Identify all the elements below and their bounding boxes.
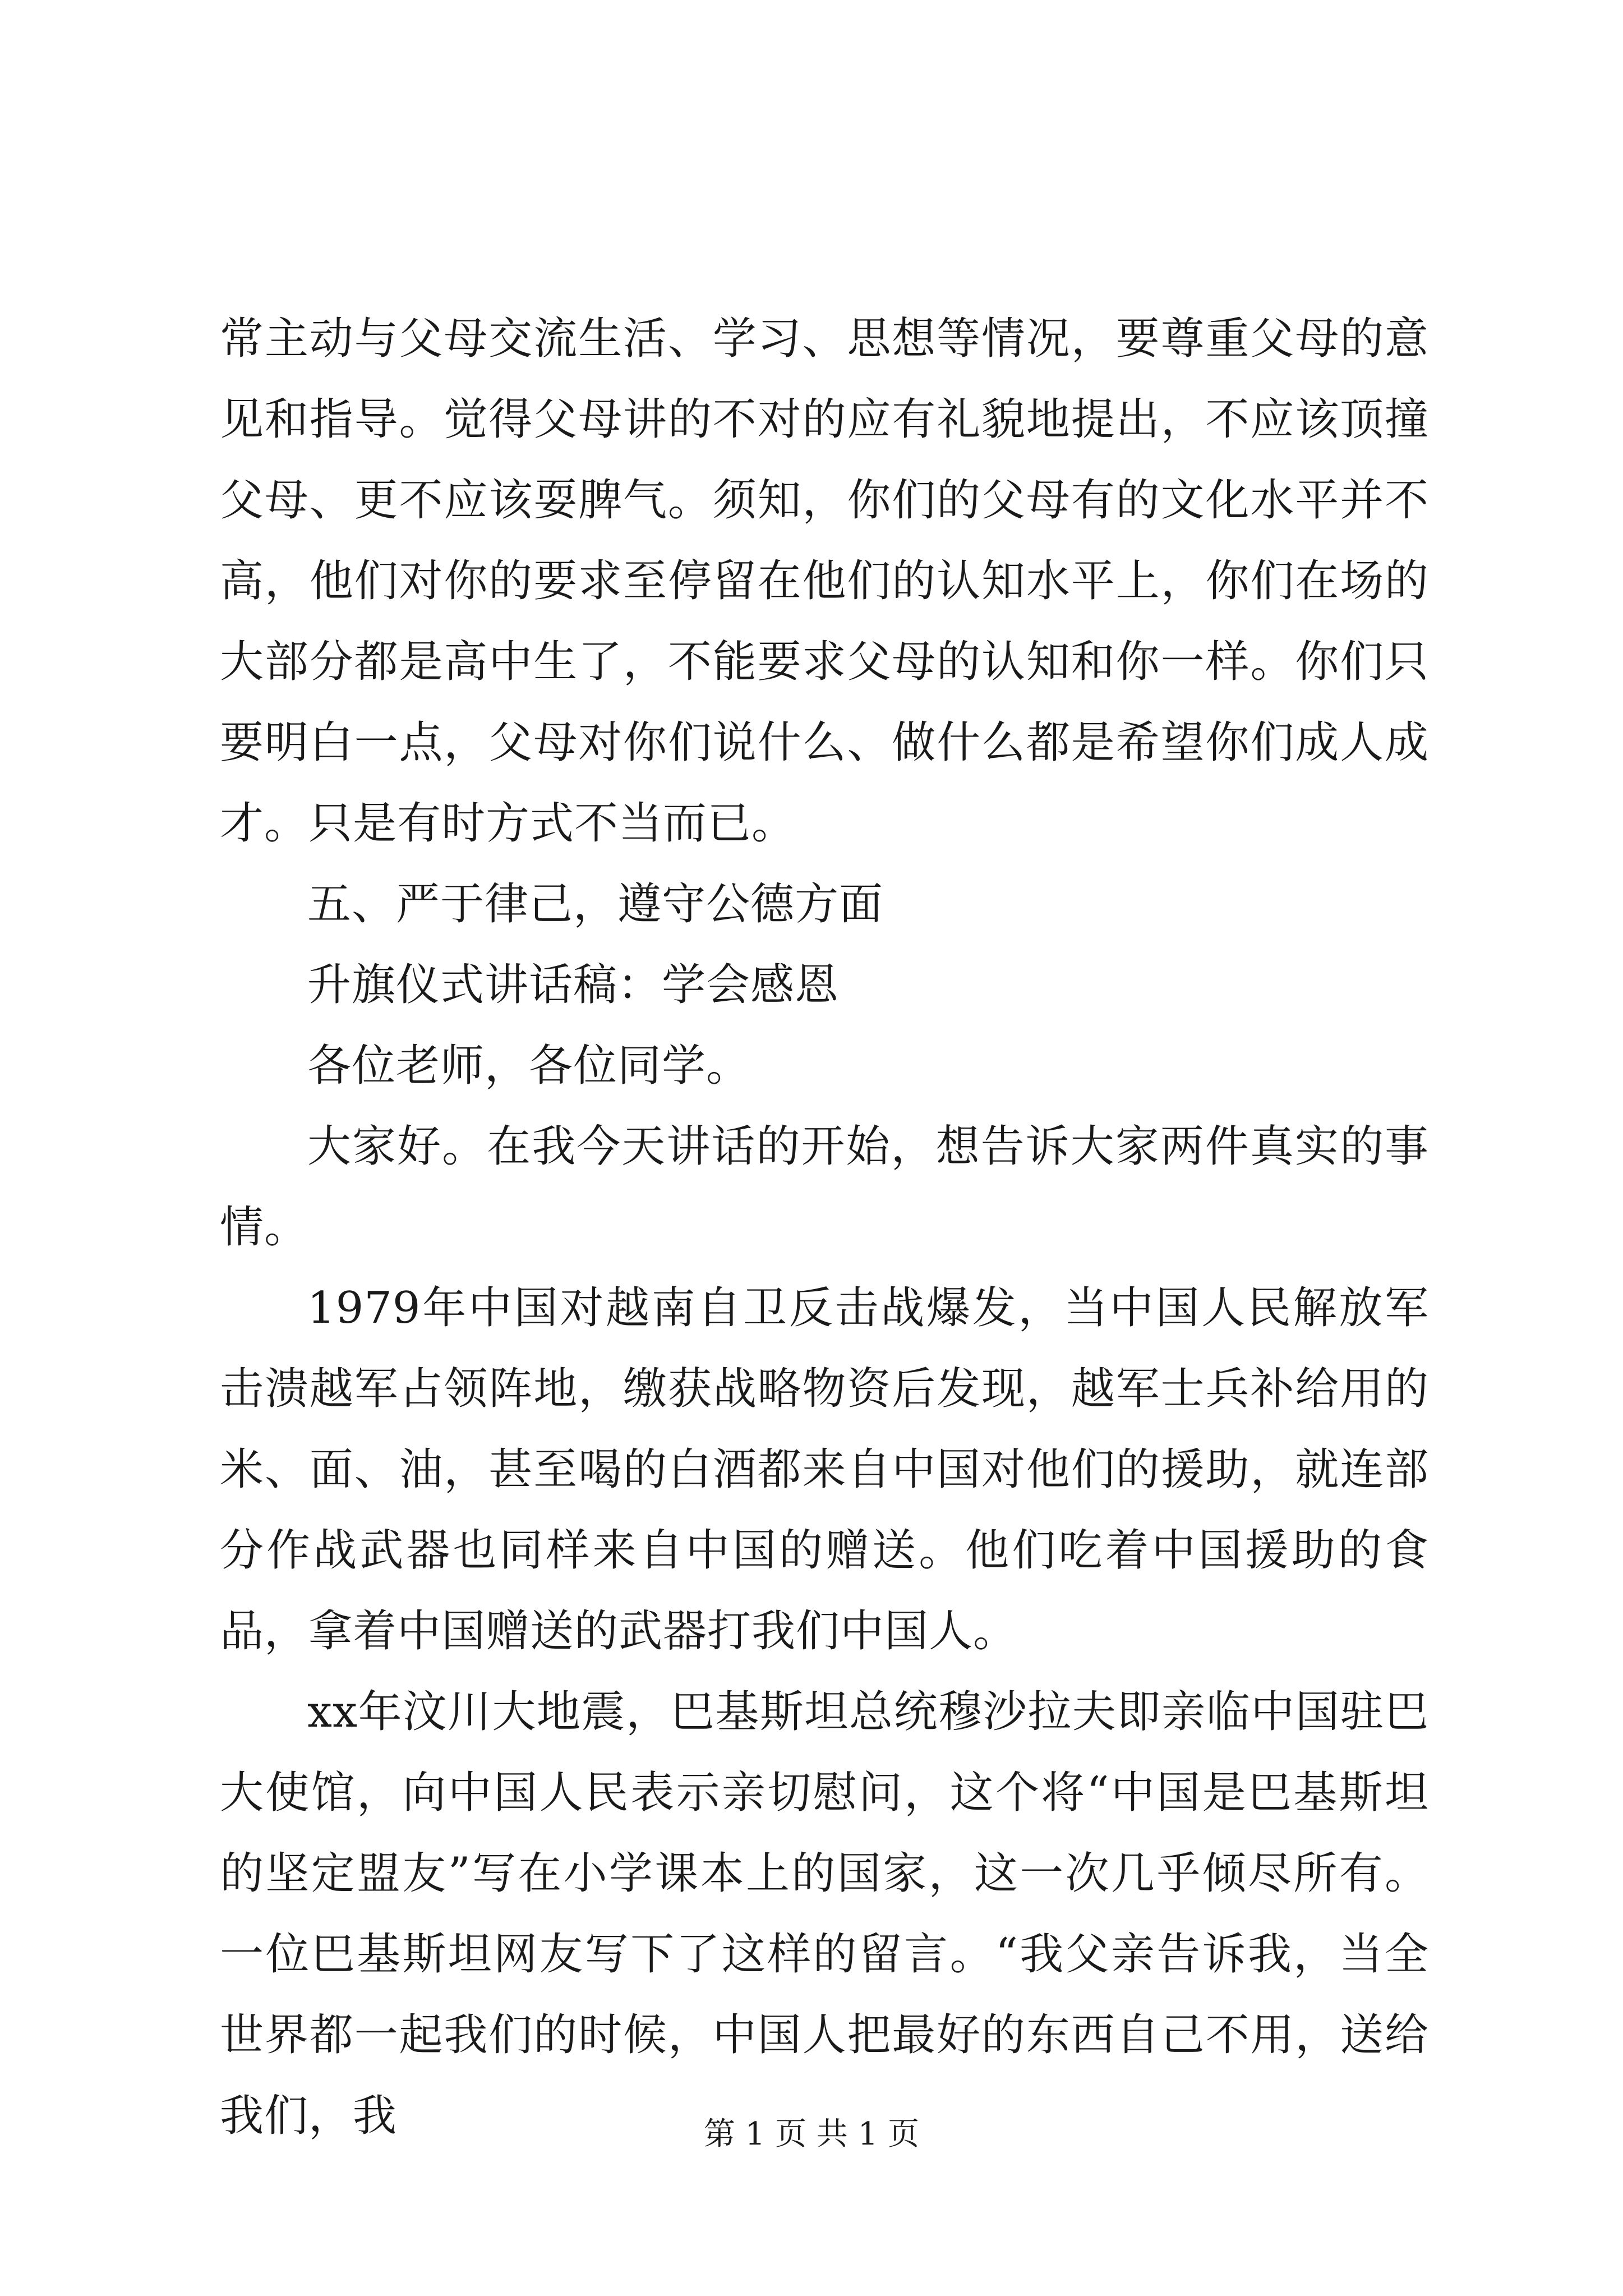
paragraph: 大家好。在我今天讲话的开始，想告诉大家两件真实的事情。 bbox=[220, 1121, 1429, 1253]
section-heading: 五、严于律己，遵守公德方面 bbox=[307, 879, 884, 930]
paragraph: 常主动与父母交流生活、学习、思想等情况，要尊重父母的意见和指导。觉得父母讲的不对的应有礼貌地提出，不应该顶撞父母、更不应该耍脾气。须知，你们的父母有的文化水平并不高，他们对你的要求至停留在他们的认知水平上，你们在场的大部分都是高中生了，不能要求父母的认知和你一样。你们只要明白一点，父母对你们说什么、做什么都是希望你们成人成才。只是有时方式不当而已。 bbox=[220, 314, 1429, 849]
paragraph: 1979年中国对越南自卫反击战爆发，当中国人民解放军击溃越军占领阵地，缴获战略物资后发现，越军士兵补给用的米、面、油，甚至喝的白酒都来自中国对他们的援助，就连部分作战武器也同样来自中国的赠送。他们吃着中国援助的食品，拿着中国赠送的武器打我们中国人。 bbox=[220, 1283, 1429, 1657]
speech-title: 升旗仪式讲话稿：学会感恩 bbox=[307, 960, 840, 1010]
document-body bbox=[220, 298, 1429, 2156]
paragraph: xx年汶川大地震，巴基斯坦总统穆沙拉夫即亲临中国驻巴大使馆，向中国人民表示亲切慰问，这个将“中国是巴基斯坦的坚定盟友”写在小学课本上的国家，这一次几乎倾尽所有。一位巴基斯坦网友写下了这样的留言。“我父亲告诉我，当全世界都一起我们的时候，中国人把最好的东西自己不用，送给我们，我 bbox=[220, 1687, 1429, 2141]
salutation: 各位老师，各位同学。 bbox=[307, 1041, 751, 1091]
page-footer bbox=[0, 2115, 1623, 2154]
page-number: 第 1 页 共 1 页 bbox=[703, 2116, 920, 2152]
